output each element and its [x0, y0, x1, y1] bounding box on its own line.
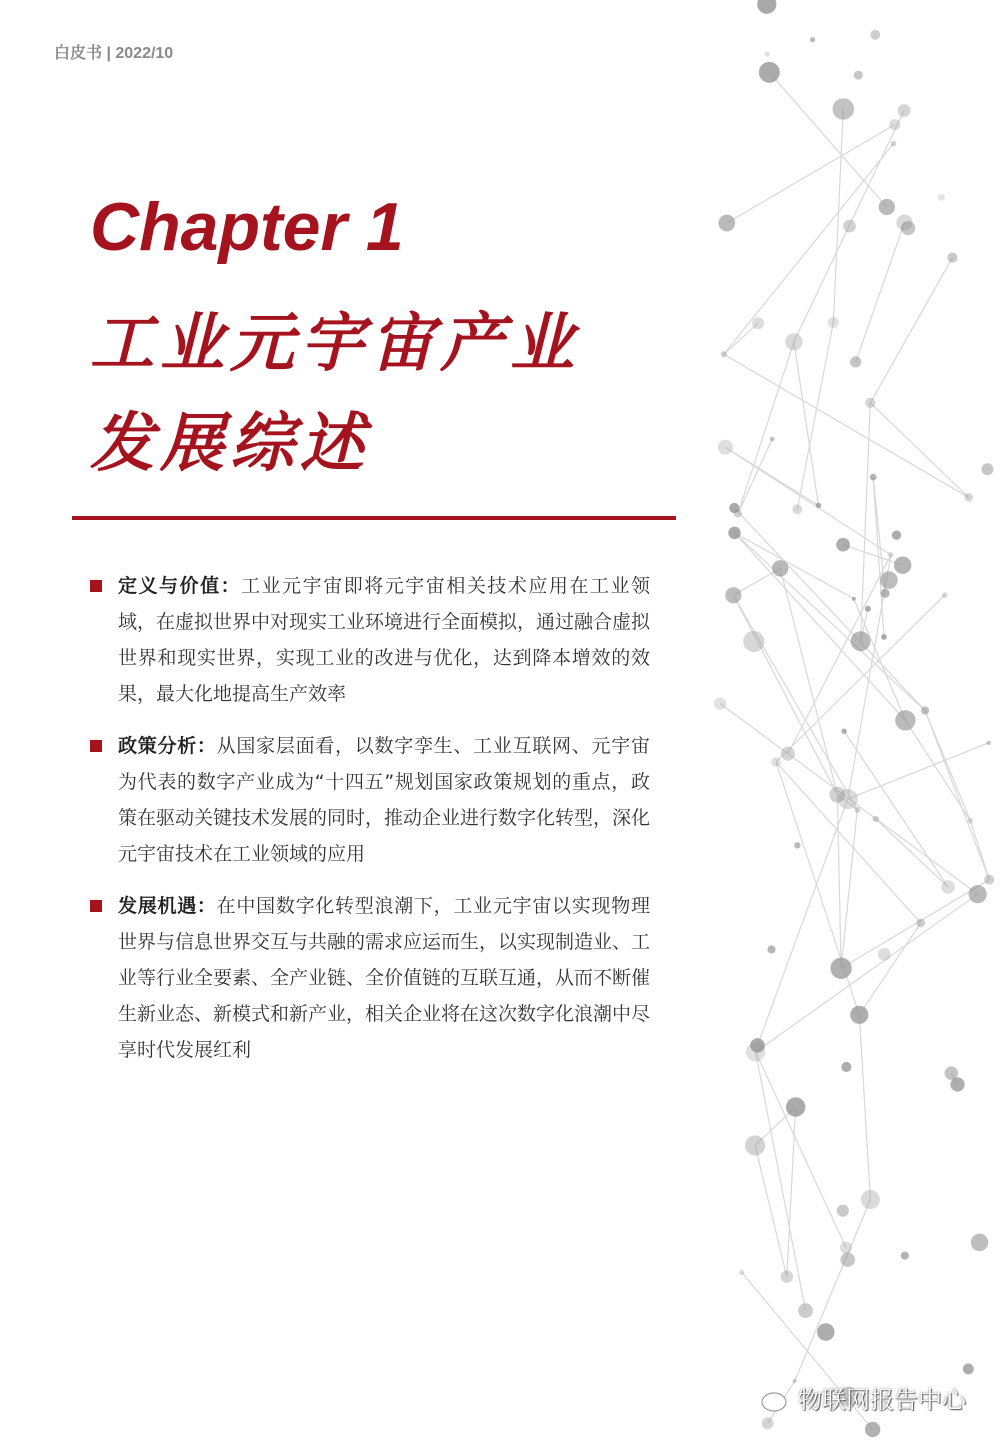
bullet-list [90, 568, 650, 1084]
chapter-number: Chapter 1 [90, 189, 404, 265]
header-label: 白皮书 | 2022/10 [54, 45, 174, 62]
list-item [90, 888, 650, 1068]
item-label: 政策分析： [118, 735, 217, 757]
watermark-text: 物联网报告中心 [798, 1386, 966, 1414]
bullet-icon [90, 900, 102, 912]
item-text: 在中国数字化转型浪潮下，工业元宇宙以实现物理世界与信息世界交互与共融的需求应运而生，以实现制造业、工业等行业全要素、全产业链、全价值链的互联互通，从而不断催生新业态、新模式和新产业，相关企业将在这次数字化浪潮中尽享时代发展红利 [118, 895, 651, 1061]
bullet-icon [90, 740, 102, 752]
item-text: 工业元宇宙即将元宇宙相关技术应用在工业领域，在虚拟世界中对现实工业环境进行全面模拟，通过融合虚拟世界和现实世界，实现工业的改进与优化，达到降本增效的效果，最大化地提高生产效率 [118, 575, 651, 705]
item-text: 从国家层面看，以数字孪生、工业互联网、元宇宙为代表的数字产业成为“十四五”规划国家政策规划的重点，政策在驱动关键技术发展的同时，推动企业进行数字化转型，深化元宇宙技术在工业领域的应用 [118, 735, 651, 865]
list-item [90, 728, 650, 872]
chapter-title-line1: 工业元宇宙产业 [90, 307, 580, 381]
divider [72, 516, 676, 520]
network-background-decoration [660, 0, 1000, 1444]
chapter-title-line2: 发展综述 [90, 407, 370, 481]
wechat-icon [746, 1381, 790, 1415]
list-item [90, 568, 650, 712]
item-label: 发展机遇： [118, 895, 217, 917]
bullet-icon [90, 580, 102, 592]
watermark [746, 1380, 966, 1415]
item-label: 定义与价值： [118, 575, 242, 597]
